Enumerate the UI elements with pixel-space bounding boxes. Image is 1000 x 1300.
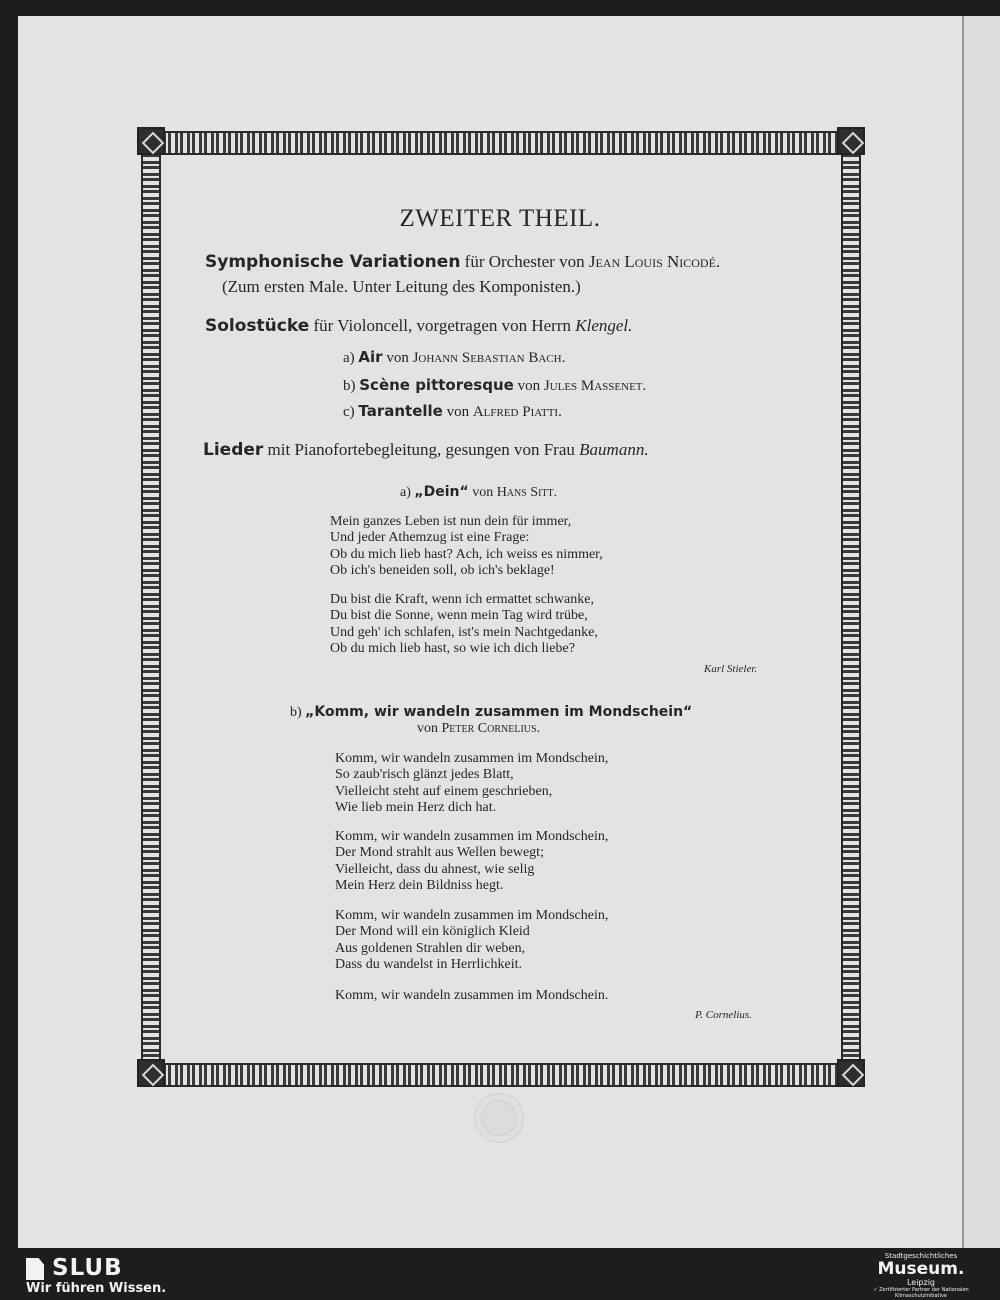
programme-item-symphonic-variations bbox=[205, 252, 720, 272]
composer-name: Jules Massenet. bbox=[543, 378, 647, 394]
song-b-author: P. Cornelius. bbox=[695, 1009, 752, 1021]
section-title: ZWEITER THEIL. bbox=[399, 205, 601, 232]
museum-logo-top: Stadtgeschichtliches bbox=[884, 1252, 958, 1260]
slub-logo-icon[interactable] bbox=[26, 1258, 44, 1280]
border-bottom bbox=[161, 1063, 841, 1087]
performer-name: Baumann. bbox=[579, 440, 649, 459]
composer-name: Jean Louis Nicodé. bbox=[588, 252, 721, 271]
programme-item-note: (Zum ersten Male. Unter Leitung des Komponisten.) bbox=[222, 277, 581, 296]
song-a-author: Karl Stieler. bbox=[704, 663, 758, 675]
composer-name: Alfred Piatti. bbox=[472, 404, 562, 420]
museum-logo[interactable] bbox=[856, 1252, 986, 1299]
piece-title: Scène pittoresque bbox=[359, 376, 514, 394]
song-b-stanza-3: Komm, wir wandeln zusammen im Mondschein, Der Mond will ein königlich Kleid Aus goldenen Strahlen dir weben, Dass du wandelst in Herrlichkeit. bbox=[335, 908, 609, 973]
song-b-stanza-1: Komm, wir wandeln zusammen im Mondschein, So zaub'risch glänzt jedes Blatt, Vielleicht steht auf einem geschrieben, Wie lieb mein Herz dich hat. bbox=[335, 751, 609, 816]
item-prefix: b) bbox=[290, 705, 306, 720]
slub-tagline: Wir führen Wissen. bbox=[26, 1281, 167, 1296]
item-prefix: a) bbox=[400, 485, 415, 500]
piece-title: Tarantelle bbox=[358, 402, 443, 420]
border-right bbox=[841, 155, 861, 1059]
piece-by: von bbox=[513, 378, 544, 394]
museum-logo-city: Leipzig bbox=[906, 1278, 936, 1287]
corner-ornament-bottom-right bbox=[837, 1059, 865, 1087]
programme-item-songs bbox=[203, 440, 649, 460]
song-b-composer-line bbox=[417, 721, 540, 737]
border-left bbox=[141, 155, 161, 1059]
song-a-stanza-1: Mein ganzes Leben ist nun dein für immer, Und jeder Athemzug ist eine Frage: Ob du mich lieb hast? Ach, ich weiss es nimmer, Ob ich's beneiden soll, ob ich's beklage! bbox=[330, 514, 603, 579]
piece-title: Air bbox=[358, 348, 383, 366]
solo-piece-c bbox=[343, 402, 562, 421]
composer-name: Peter Cornelius. bbox=[441, 721, 541, 736]
work-title: Lieder bbox=[203, 440, 264, 460]
work-title: Solostücke bbox=[205, 316, 310, 336]
song-title: „Komm, wir wandeln zusammen im Mondschein“ bbox=[305, 704, 693, 720]
song-by: von bbox=[417, 721, 442, 736]
work-description: für Violoncell, vorgetragen von Herrn bbox=[309, 316, 576, 335]
item-prefix: c) bbox=[343, 404, 359, 420]
item-prefix: b) bbox=[343, 378, 360, 394]
piece-by: von bbox=[382, 350, 413, 366]
performer-name: Klengel. bbox=[575, 316, 633, 335]
composer-name: Hans Sitt. bbox=[496, 485, 558, 500]
embossed-seal bbox=[474, 1093, 524, 1143]
solo-piece-b bbox=[343, 376, 646, 395]
work-title: Symphonische Variationen bbox=[205, 252, 461, 272]
song-by: von bbox=[468, 485, 497, 500]
song-a-stanza-2: Du bist die Kraft, wenn ich ermattet schwanke, Du bist die Sonne, wenn mein Tag wird trübe, Und geh' ich schlafen, ist's mein Nachtgedanke, Ob du mich lieb hast, so wie ich dich liebe? bbox=[330, 592, 598, 657]
work-description: für Orchester von bbox=[460, 252, 589, 271]
facing-page-edge bbox=[964, 16, 1000, 1248]
work-description: mit Pianofortebegleitung, gesungen von Frau bbox=[263, 440, 580, 459]
song-title: „Dein“ bbox=[414, 484, 469, 500]
corner-ornament-bottom-left bbox=[137, 1059, 165, 1087]
viewer-footer bbox=[0, 1248, 1000, 1300]
museum-partner-note: ✓ Zertifizierter Partner der Nationalen Klimaschutzinitiative bbox=[873, 1287, 969, 1299]
corner-ornament-top-left bbox=[137, 127, 165, 155]
solo-piece-a bbox=[343, 348, 565, 367]
song-b-stanza-4: Komm, wir wandeln zusammen im Mondschein. bbox=[335, 988, 609, 1003]
piece-by: von bbox=[442, 404, 473, 420]
museum-logo-name: Museum. bbox=[877, 1259, 965, 1279]
composer-name: Johann Sebastian Bach. bbox=[412, 350, 566, 366]
slub-logo-text[interactable]: SLUB bbox=[52, 1255, 123, 1281]
border-top bbox=[161, 131, 841, 155]
item-prefix: a) bbox=[343, 350, 359, 366]
song-a-heading bbox=[400, 484, 557, 501]
corner-ornament-top-right bbox=[837, 127, 865, 155]
song-b-heading bbox=[290, 704, 692, 721]
song-b-stanza-2: Komm, wir wandeln zusammen im Mondschein, Der Mond strahlt aus Wellen bewegt; Vielleicht, dass du ahnest, wie selig Mein Herz dein Bildniss hegt. bbox=[335, 829, 609, 894]
programme-item-solo-pieces bbox=[205, 316, 632, 336]
